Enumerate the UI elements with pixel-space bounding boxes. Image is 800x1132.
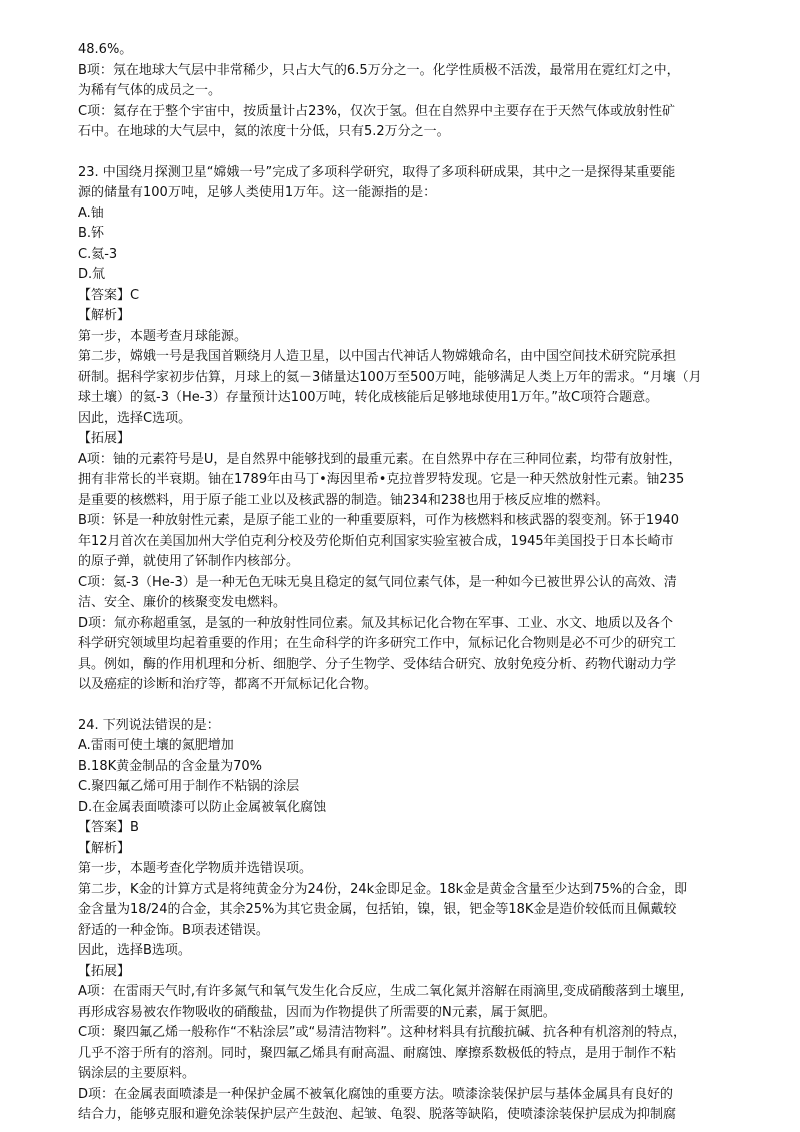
text-line: 因此，选择B选项。: [78, 943, 191, 958]
text-line: 石中。在地球的大气层中，氦的浓度十分低，只有5.2万分之一。: [78, 124, 450, 139]
text-line: 年12月首次在美国加州大学伯克利分校及劳伦斯伯克利国家实验室被合成，1945年美国投于日本长崎市: [78, 533, 674, 549]
option-a: A.铀: [78, 205, 104, 221]
expansion-label: 【拓展】: [78, 431, 131, 446]
text-line: 锅涂层的主要原料。: [78, 1066, 196, 1081]
text-line: A项：在雷雨天气时,有许多氮气和氧气发生化合反应，生成二氧化氮并溶解在雨滴里,变成硝酸落到土壤里,: [78, 984, 685, 999]
text-line: B项：钚是一种放射性元素，是原子能工业的一种重要原料，可作为核燃料和核武器的裂变剂。钚于1940: [78, 513, 680, 528]
text-line: 再形成容易被农作物吸收的硝酸盐，因而为作物提供了所需要的N元素，属于氮肥。: [78, 1004, 556, 1020]
text-line: 结合力，能够克服和避免涂装保护层产生鼓泡、起皱、龟裂、脱落等缺陷，使喷漆涂装保护层成为抑制腐: [78, 1107, 677, 1122]
analysis-label: 【解析】: [78, 840, 131, 856]
text-line: 拥有非常长的半衰期。铀在1789年由马丁•海因里希•克拉普罗特发现。它是一种天然放射性元素。铀235: [78, 472, 685, 487]
text-line: C项：氦存在于整个宇宙中，按质量计占23%，仅次于氢。但在自然界中主要存在于天然气体或放射性矿: [78, 103, 675, 119]
question-stem: 23. 中国绕月探测卫星“嫦娥一号”完成了多项科学研究，取得了多项科研成果，其中之一是探得某重要能: [78, 164, 676, 180]
text-line: C项：聚四氟乙烯一般称作“不粘涂层”或“易清洁物料”。这种材料具有抗酸抗碱、抗各种有机溶剂的特点，: [78, 1025, 687, 1040]
question-24: [78, 716, 754, 1126]
question-stem: 源的储量有100万吨，足够人类使用1万年。这一能源指的是：: [78, 185, 437, 200]
option-c: C.聚四氟乙烯可用于制作不粘锅的涂层: [78, 779, 300, 794]
analysis-label: 【解析】: [78, 308, 131, 323]
paragraph-gap: [78, 696, 754, 716]
text-line: 球土壤）的氦-3（He-3）存量预计达100万吨，转化成核能后足够地球使用1万年。”故C项符合题意。: [78, 390, 659, 405]
expansion-label: 【拓展】: [78, 963, 131, 979]
text-line: 的原子弹，就使用了钚制作内核部分。: [78, 554, 300, 569]
text-line: 为稀有气体的成员之一。: [78, 83, 222, 98]
text-line: D项：氚亦称超重氢，是氢的一种放射性同位素。氚及其标记化合物在军事、工业、水文、地质以及各个: [78, 615, 674, 631]
text-line: A项：铀的元素符号是U，是自然界中能够找到的最重元素。在自然界中存在三种同位素，均带有放射性，: [78, 451, 682, 467]
text-line: 第一步，本题考查月球能源。: [78, 328, 248, 344]
text-line: 具。例如，酶的作用机理和分析、细胞学、分子生物学、受体结合研究、放射免疫分析、药物代谢动力学: [78, 656, 677, 672]
text-line: 第二步，嫦娥一号是我国首颗绕月人造卫星，以中国古代神话人物嫦娥命名，由中国空间技术研究院承担: [78, 349, 677, 364]
text-line: 舒适的一种金饰。B项表述错误。: [78, 922, 269, 938]
question-23: [78, 163, 754, 696]
document-page: [78, 40, 754, 1126]
option-c: C.氦-3: [78, 246, 118, 262]
answer-label: 【答案】B: [78, 820, 139, 835]
text-line: B项：氖在地球大气层中非常稀少，只占大气的6.5万分之一。化学性质极不活泼，最常用在霓红灯之中，: [78, 62, 680, 78]
text-line: D项：在金属表面喷漆是一种保护金属不被氧化腐蚀的重要方法。喷漆涂装保护层与基体金属具有良好的: [78, 1086, 674, 1102]
text-line: 第二步，K金的计算方式是将纯黄金分为24份，24k金即足金。18k金是黄金含量至少达到75%的合金，即: [78, 881, 688, 897]
option-d: D.氚: [78, 267, 106, 282]
text-line: 第一步，本题考查化学物质并选错误项。: [78, 861, 313, 876]
question-stem: 24. 下列说法错误的是：: [78, 717, 220, 733]
section-previous-expansion: [78, 40, 754, 143]
option-d: D.在金属表面喷漆可以防止金属被氧化腐蚀: [78, 799, 327, 815]
text-line: 是重要的核燃料，用于原子能工业以及核武器的制造。铀234和238也用于核反应堆的燃料。: [78, 492, 609, 508]
answer-label: 【答案】C: [78, 287, 140, 303]
text-line: C项：氦-3（He-3）是一种无色无味无臭且稳定的氦气同位素气体，是一种如今已被世界公认的高效、清: [78, 574, 677, 590]
text-line: 金含量为18/24的合金，其余25%为其它贵金属，包括铂，镍，银，钯金等18K金是造价较低而且佩戴较: [78, 902, 677, 917]
text-line: 研制。据科学家初步估算，月球上的氦－3储量达100万至500万吨，能够满足人类上万年的需求。“月壤（月: [78, 369, 702, 385]
text-line: 48.6%。: [78, 42, 133, 57]
text-line: 科学研究领域里均起着重要的作用；在生命科学的许多研究工作中，氚标记化合物则是必不可少的研究工: [78, 636, 677, 651]
paragraph-gap: [78, 143, 754, 163]
text-line: 以及癌症的诊断和治疗等，都离不开氚标记化合物。: [78, 677, 378, 692]
option-a: A.雷雨可使土壤的氮肥增加: [78, 738, 234, 753]
text-line: 因此，选择C选项。: [78, 410, 192, 426]
text-line: 洁、安全、廉价的核聚变发电燃料。: [78, 595, 287, 610]
text-line: 几乎不溶于所有的溶剂。同时，聚四氟乙烯具有耐高温、耐腐蚀、摩擦系数极低的特点，是用于制作不粘: [78, 1045, 677, 1061]
option-b: B.18K黄金制品的含金量为70%: [78, 758, 263, 774]
option-b: B.钚: [78, 226, 105, 241]
